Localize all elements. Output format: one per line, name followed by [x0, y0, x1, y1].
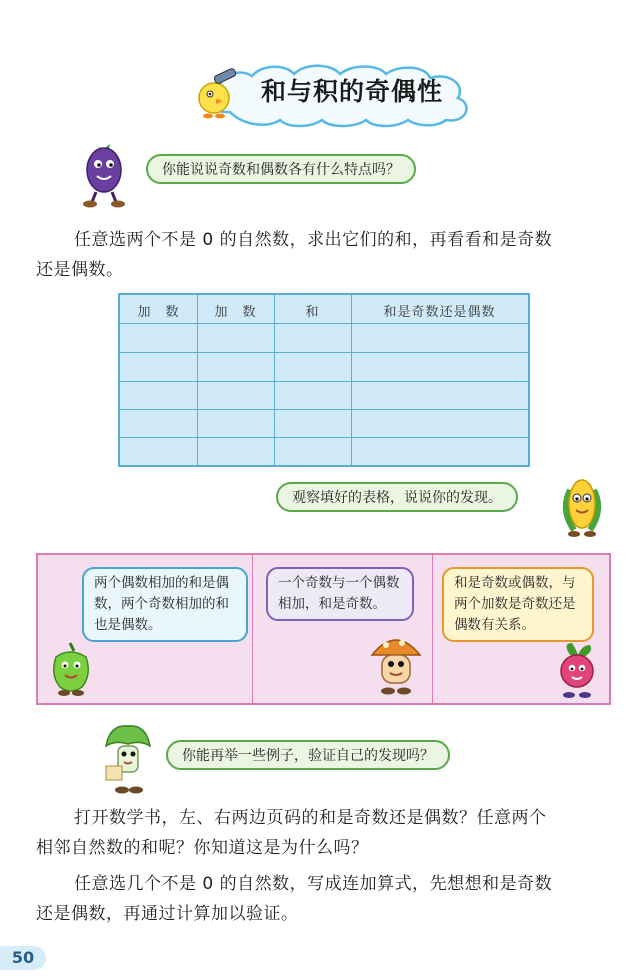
page-number: 50 — [0, 946, 46, 970]
para3-line-2: 还是偶数，再通过计算加以验证。 — [36, 904, 299, 924]
page-title: 和与积的奇偶性 — [260, 77, 443, 106]
radish-mascot-icon — [552, 641, 602, 699]
question-bubble: 你能说说奇数和偶数各有什么特点吗？ — [146, 154, 416, 184]
observe-bubble: 观察填好的表格，说说你的发现。 — [276, 482, 518, 512]
pepper-mascot-icon — [48, 639, 94, 697]
finding-bubble-1: 两个偶数相加的和是偶数，两个奇数相加的和也是偶数。 — [82, 567, 248, 642]
findings-panel — [36, 553, 611, 705]
cabbage-mascot-icon — [96, 722, 160, 796]
table-header-addend-1: 加 数 — [137, 305, 180, 320]
intro-line-1: 任意选两个不是 0 的自然数，求出它们的和，再看看和是奇数 — [74, 230, 553, 250]
corn-mascot-icon — [556, 470, 608, 540]
table-header-sum: 和 — [305, 305, 320, 320]
para2-line-2: 相邻自然数的和呢？你知道这是为什么吗？ — [36, 838, 369, 858]
eggplant-mascot-icon — [74, 136, 136, 208]
sum-parity-table — [118, 293, 530, 467]
finding-bubble-3: 和是奇数或偶数，与两个加数是奇数还是偶数有关系。 — [442, 567, 594, 642]
intro-line-2: 还是偶数。 — [36, 260, 124, 280]
para3-line-1: 任意选几个不是 0 的自然数，写成连加算式，先想想和是奇数 — [74, 874, 553, 894]
chick-mascot-icon — [190, 66, 240, 120]
para2-line-1: 打开数学书，左、右两边页码的和是奇数还是偶数？任意两个 — [74, 808, 547, 828]
finding-bubble-2: 一个奇数与一个偶数相加，和是奇数。 — [266, 567, 414, 621]
mushroom-mascot-icon — [368, 629, 424, 697]
examples-bubble: 你能再举一些例子，验证自己的发现吗？ — [166, 740, 450, 770]
table-header-addend-2: 加 数 — [214, 305, 257, 320]
table-header-parity: 和是奇数还是偶数 — [383, 305, 496, 320]
